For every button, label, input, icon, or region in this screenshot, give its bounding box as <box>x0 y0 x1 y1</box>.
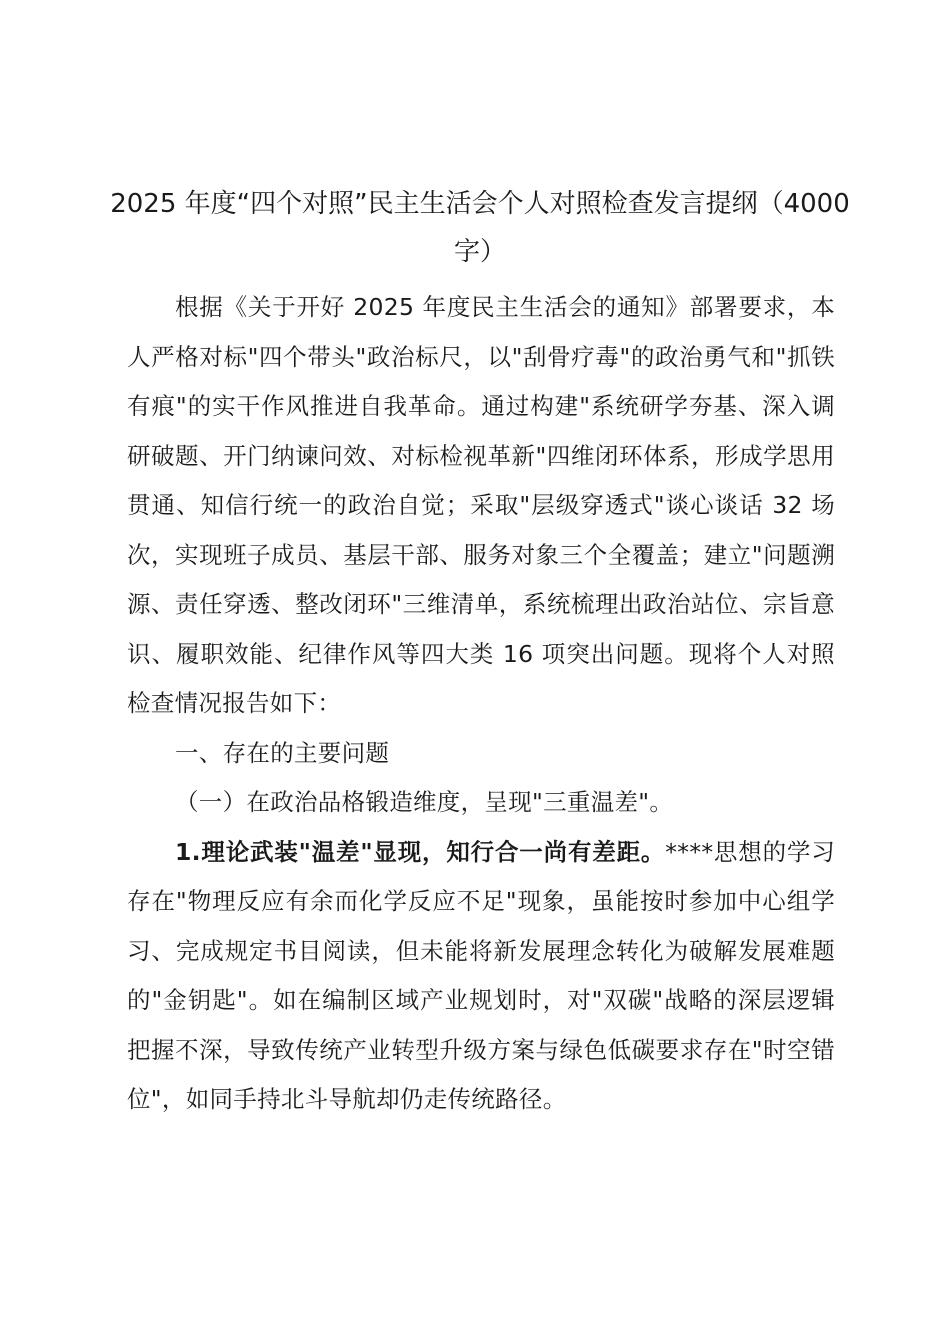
intro-paragraph: 根据《关于开好 2025 年度民主生活会的通知》部署要求，本人严格对标"四个带头"政治标尺，以"刮骨疗毒"的政治勇气和"抓铁有痕"的实干作风推进自我革命。通过构建"系统研学夯基、深入调研破题、开门纳谏问效、对标检视革新"四维闭环体系，形成学思用贯通、知信行统一的政治自觉；采取"层级穿透式"谈心谈话 32 场次，实现班子成员、基层干部、服务对象三个全覆盖；建立"问题溯源、责任穿透、整改闭环"三维清单，系统梳理出政治站位、宗旨意识、履职效能、纪律作风等四大类 16 项突出问题。现将个人对照检查情况报告如下： <box>127 293 835 717</box>
point-1-body: ****思想的学习存在"物理反应有余而化学反应不足"现象，虽能按时参加中心组学习、完成规定书目阅读，但未能将新发展理念转化为破解发展难题的"金钥匙"。如在编制区域产业规划时，对"双碳"战略的深层逻辑把握不深，导致传统产业转型升级方案与绿色低碳要求存在"时空错位"，如同手持北斗导航却仍走传统路径。 <box>127 837 835 1113</box>
point-1-lead: 1.理论武装"温差"显现，知行合一尚有差距。 <box>175 837 666 866</box>
point-1-paragraph <box>127 828 835 1125</box>
document-title: 2025 年度“四个对照”民主生活会个人对照检查发言提纲（4000 字） <box>110 189 850 267</box>
document-body <box>127 283 835 1125</box>
section-heading: 一、存在的主要问题 <box>175 738 390 767</box>
subsection-heading: （一）在政治品格锻造维度，呈现"三重温差"。 <box>175 788 674 816</box>
